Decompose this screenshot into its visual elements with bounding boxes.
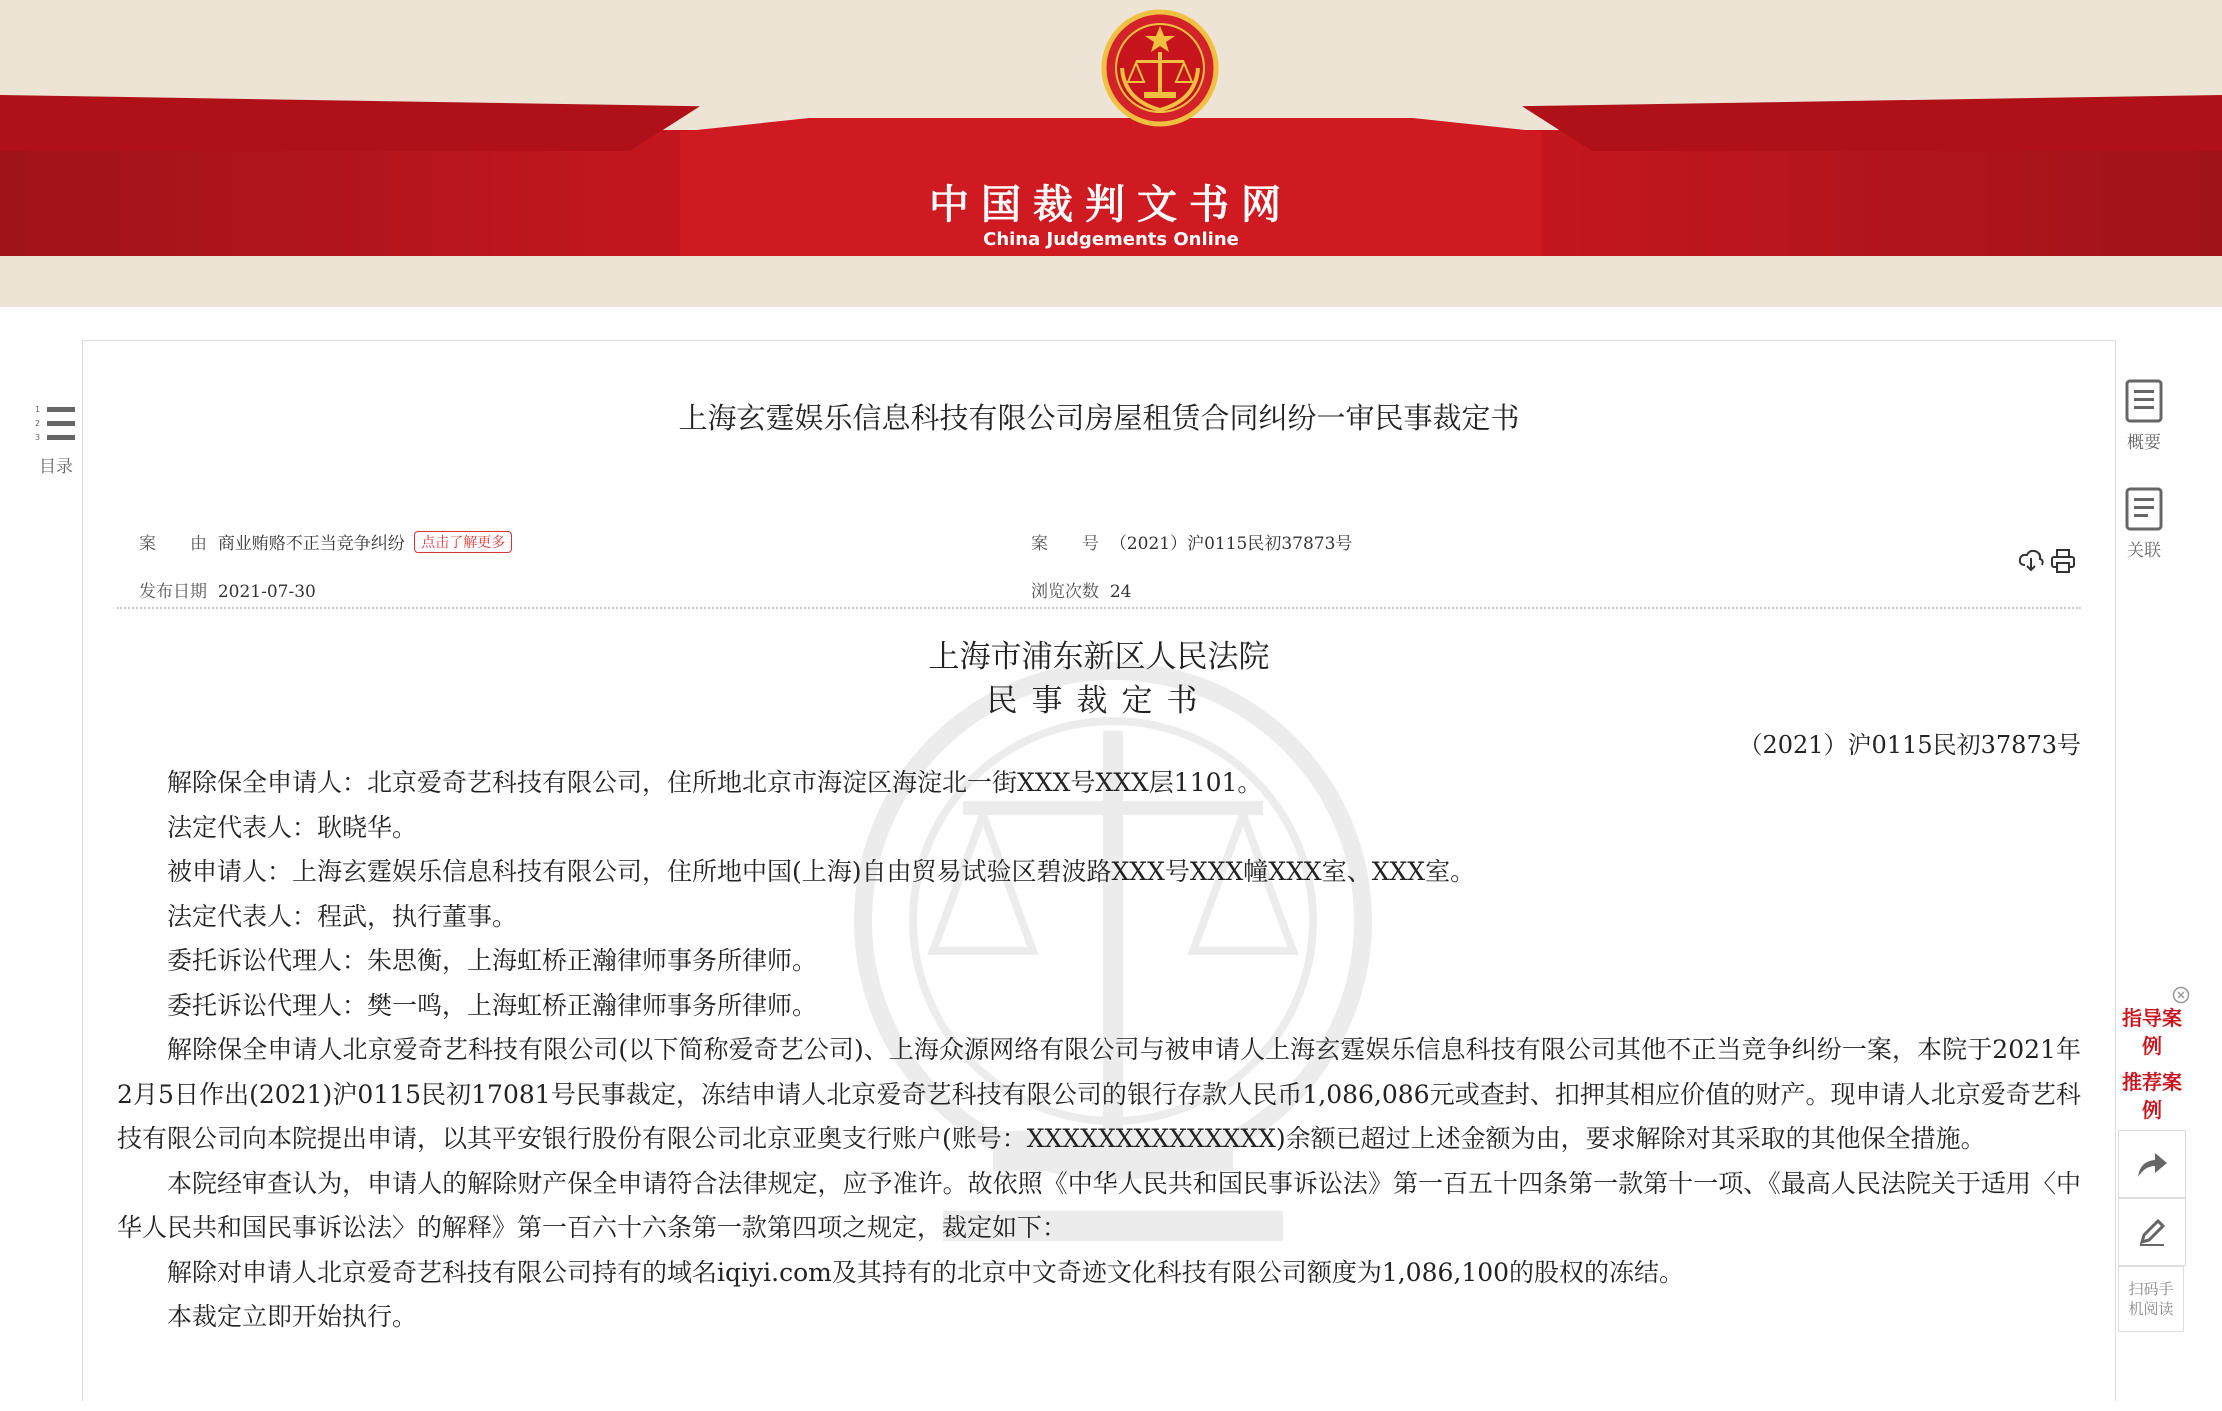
overview-button[interactable] [2114,378,2174,453]
share-button[interactable] [2118,1130,2186,1198]
scan-read-button[interactable] [2118,1266,2184,1332]
guide-cases-link[interactable]: 指导案例 [2122,1006,2182,1058]
svg-text:3: 3 [35,433,41,442]
overview-label: 概要 [2127,433,2161,453]
document-icon [2124,378,2164,424]
court-emblem-icon [1100,8,1220,128]
document-title: 上海玄霆娱乐信息科技有限公司房屋租赁合同纠纷一审民事裁定书 [678,401,1520,435]
print-icon[interactable] [2049,547,2077,575]
related-label: 关联 [2127,541,2161,561]
paragraph: 委托诉讼代理人：樊一鸣，上海虹桥正瀚律师事务所律师。 [167,990,818,1020]
toc-label: 目录 [39,457,73,477]
document-case-number: （2021）沪0115民初37873号 [1738,731,2081,759]
meta-divider [117,607,2081,609]
paragraph: 法定代表人：程武，执行董事。 [167,901,518,931]
related-button[interactable] [2114,486,2174,561]
meta-views-value: 24 [1109,582,1132,602]
site-title: 中国裁判文书网 [929,182,1293,228]
meta-publish [139,577,316,602]
paragraph: 法定代表人：耿晓华。 [167,812,418,842]
court-name: 上海市浦东新区人民法院 [928,639,1270,675]
scan-read-label: 扫码手机阅读 [2128,1280,2174,1318]
ribbon-right [1522,95,2222,151]
document-body [117,761,2081,1340]
edit-button[interactable] [2118,1198,2186,1266]
meta-publish-label: 发布日期 [139,582,207,602]
paragraph: 解除保全申请人：北京爱奇艺科技有限公司，住所地北京市海淀区海淀北一街XXX号XXX层1101。 [167,768,1263,797]
meta-case-no [1031,529,1352,554]
recommended-cases-link[interactable]: 推荐案例 [2122,1070,2182,1122]
paragraph: 本院经审查认为，申请人的解除财产保全申请符合法律规定，应予准许。故依照《中华人民共和国民事诉讼法》第一百五十四条第一款第十一项、《最高人民法院关于适用〈中华人民共和国民事诉讼法〉的解释》第一百六十六条第一款第四项之规定，裁定如下： [117,1168,2081,1242]
meta-publish-value: 2021-07-30 [217,582,316,602]
document-panel [82,340,2116,1401]
document-kind: 民事裁定书 [986,683,1212,719]
site-subtitle: China Judgements Online [983,229,1239,250]
ribbon-left [0,95,700,151]
meta-views-label: 浏览次数 [1031,582,1099,602]
close-icon[interactable] [2172,986,2190,1004]
paragraph: 解除保全申请人北京爱奇艺科技有限公司(以下简称爱奇艺公司)、上海众源网络有限公司与被申请人上海玄霆娱乐信息科技有限公司其他不正当竞争纠纷一案，本院于2021年2月5日作出(2021)沪0115民初17081号民事裁定，冻结申请人北京爱奇艺科技有限公司的银行存款人民币1,086,086元或查封、扣押其相应价值的财产。现申请人北京爱奇艺科技有限公司向本院提出申请，以其平安银行股份有限公司北京亚奥支行账户(账号：XXXXXXXXXXXXXX)余额已超过上述金额为由，要求解除对其采取的其他保全措施。 [117,1035,2081,1153]
site-header [0,0,2222,307]
pencil-icon [2136,1216,2168,1248]
list-icon [33,402,79,448]
paragraph: 被申请人：上海玄霆娱乐信息科技有限公司，住所地中国(上海)自由贸易试验区碧波路XXX号XXX幢XXX室、XXX室。 [167,857,1476,886]
meta-case-no-value: （2021）沪0115民初37873号 [1109,534,1353,554]
meta-cause [139,529,512,554]
toc-button[interactable] [28,402,84,477]
paragraph: 解除对申请人北京爱奇艺科技有限公司持有的域名iqiyi.com及其持有的北京中文奇迹文化科技有限公司额度为1,086,100的股权的冻结。 [167,1257,1685,1287]
meta-case-no-label: 案 号 [1031,534,1099,554]
meta-cause-value: 商业贿赂不正当竞争纠纷 [217,534,405,554]
download-icon[interactable] [2017,547,2045,575]
svg-text:2: 2 [35,419,41,428]
meta-views [1031,577,1131,602]
paragraph: 本裁定立即开始执行。 [167,1302,418,1331]
paragraph: 委托诉讼代理人：朱思衡，上海虹桥正瀚律师事务所律师。 [167,946,818,975]
share-arrow-icon [2135,1149,2169,1179]
svg-text:1: 1 [35,405,41,414]
related-document-icon [2124,486,2164,532]
meta-cause-label: 案 由 [139,534,207,554]
learn-more-button[interactable]: 点击了解更多 [414,531,512,553]
